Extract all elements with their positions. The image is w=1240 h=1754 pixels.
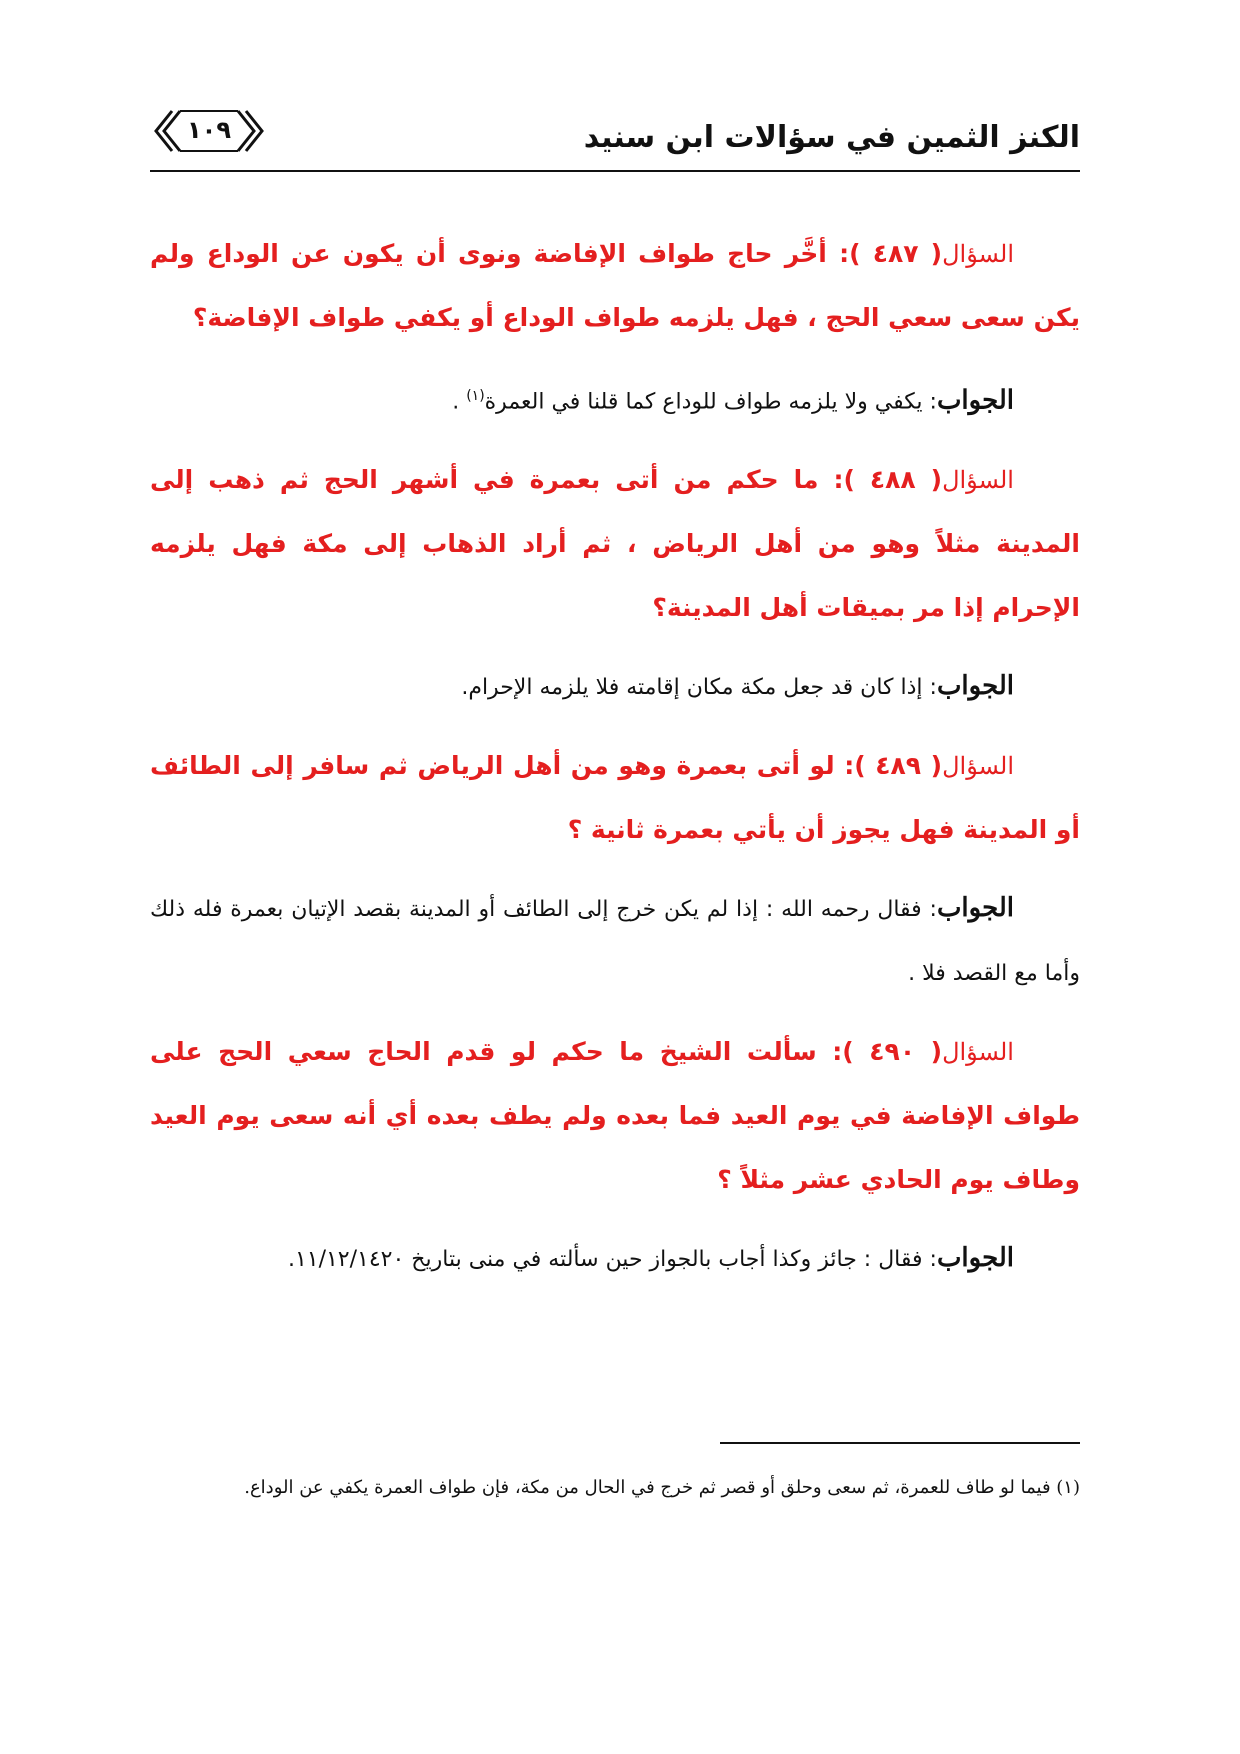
page-number: ١٠٩ [187, 116, 231, 144]
question-number: ( ٤٨٩ ) [854, 751, 943, 781]
question-number: ( ٤٨٨ ) [843, 465, 943, 495]
question-text: : سألت الشيخ ما حكم لو قدم الحاج سعي الحج على طواف الإفاضة في يوم العيد فما بعده ولم يطف بعده أي أنه سعى يوم العيد وطاف يوم الحادي عشر مثلاً ؟ [150, 1037, 1080, 1195]
footnote-reference[interactable]: (١) [466, 388, 485, 404]
answer-text: : فقال : جائز وكذا أجاب بالجواز حين سألته في منى بتاريخ ١١/١٢/١٤٢٠. [287, 1247, 937, 1273]
answer-label: الجواب [936, 1243, 1014, 1274]
answer-paragraph [150, 1226, 1080, 1292]
answer-text: : فقال رحمه الله : إذا لم يكن خرج إلى الطائف أو المدينة بقصد الإتيان بعمرة فله ذلك وأما مع القصد فلا . [150, 897, 1080, 987]
answer-text: : يكفي ولا يلزمه طواف للوداع كما قلنا في العمرة [484, 389, 937, 415]
answer-label: الجواب [936, 893, 1014, 924]
question-paragraph [150, 734, 1080, 862]
question-number: ( ٤٩٠ ) [842, 1037, 943, 1067]
answer-tail: . [452, 389, 467, 415]
question-label: السؤال [942, 240, 1014, 268]
answer-paragraph [150, 876, 1080, 1006]
main-content [150, 222, 1080, 1306]
page-number-frame [152, 108, 266, 154]
question-text: : لو أتى بعمرة وهو من أهل الرياض ثم سافر إلى الطائف أو المدينة فهل يجوز أن يأتي بعمرة ثانية ؟ [150, 751, 1080, 845]
answer-paragraph [150, 654, 1080, 720]
question-label: السؤال [942, 1038, 1014, 1067]
question-text: : ما حكم من أتى بعمرة في أشهر الحج ثم ذهب إلى المدينة مثلاً وهو من أهل الرياض ، ثم أراد الذهاب إلى مكة فهل يلزمه الإحرام إذا مر بميقات أهل المدينة؟ [150, 465, 1080, 623]
page-header [150, 100, 1080, 172]
question-label: السؤال [942, 466, 1014, 495]
answer-paragraph [150, 364, 1080, 434]
footnote-divider [720, 1442, 1080, 1444]
question-paragraph [150, 1020, 1080, 1212]
question-text: : أخَّر حاج طواف الإفاضة ونوى أن يكون عن الوداع ولم يكن سعى سعي الحج ، فهل يلزمه طواف الوداع أو يكفي طواف الإفاضة؟ [150, 239, 1080, 332]
answer-text: : إذا كان قد جعل مكة مكان إقامته فلا يلزمه الإحرام. [461, 675, 937, 701]
answer-label: الجواب [936, 671, 1014, 702]
answer-label: الجواب [936, 385, 1014, 416]
question-label: السؤال [942, 752, 1014, 781]
footnote: (١) فيما لو طاف للعمرة، ثم سعى وحلق أو قصر ثم خرج في الحال من مكة، فإن طواف العمرة يكفي عن الوداع. [244, 1477, 1080, 1498]
question-paragraph [150, 448, 1080, 640]
header-divider [150, 170, 1080, 172]
book-title: الكنز الثمين في سؤالات ابن سنيد [583, 120, 1080, 155]
question-number: ( ٤٨٧ ) [849, 239, 943, 268]
question-paragraph [150, 222, 1080, 350]
